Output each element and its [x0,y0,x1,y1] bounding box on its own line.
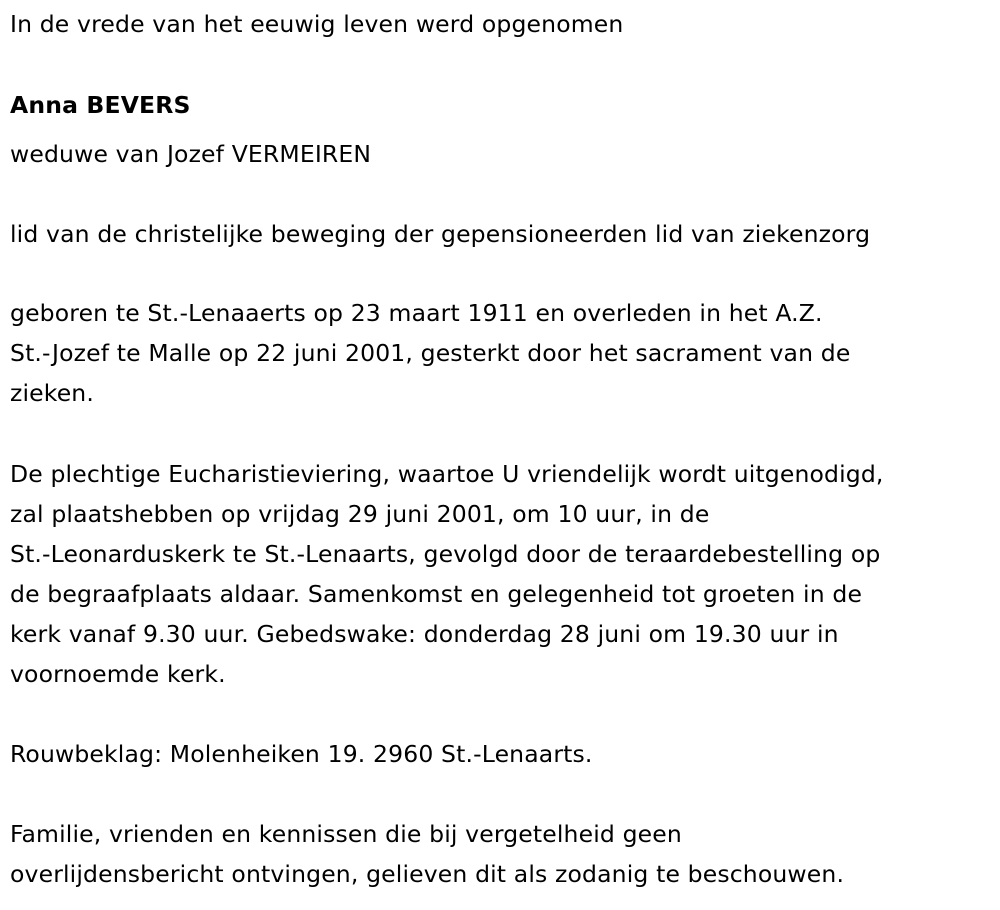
paragraph-line: de begraafplaats aldaar. Samenkomst en gelegenheid tot groeten in de [10,580,863,608]
deceased-name: Anna BEVERS [10,91,191,119]
paragraph-line: zieken. [10,379,94,407]
intro-line: In de vrede van het eeuwig leven werd opgenomen [10,10,624,38]
widow-of-line: weduwe van Jozef VERMEIREN [10,140,372,168]
paragraph-line: voornoemde kerk. [10,660,226,688]
paragraph-line: St.-Jozef te Malle op 22 juni 2001, gesterkt door het sacrament van de [10,339,851,367]
paragraph-line: St.-Leonarduskerk te St.-Lenaarts, gevolgd door de teraardebestelling op [10,540,881,568]
paragraph-line: kerk vanaf 9.30 uur. Gebedswake: donderdag 28 juni om 19.30 uur in [10,620,839,648]
paragraph-line: geboren te St.-Lenaaerts op 23 maart 1911 en overleden in het A.Z. [10,299,823,327]
paragraph-line: zal plaatshebben op vrijdag 29 juni 2001, om 10 uur, in de [10,500,710,528]
condolences-address: Rouwbeklag: Molenheiken 19. 2960 St.-Lenaarts. [10,740,593,768]
membership-line: lid van de christelijke beweging der gepensioneerden lid van ziekenzorg [10,220,871,248]
paragraph-line: overlijdensbericht ontvingen, gelieven dit als zodanig te beschouwen. [10,860,845,888]
paragraph-line: De plechtige Eucharistieviering, waartoe U vriendelijk wordt uitgenodigd, [10,460,884,488]
paragraph-line: Familie, vrienden en kennissen die bij vergetelheid geen [10,820,682,848]
